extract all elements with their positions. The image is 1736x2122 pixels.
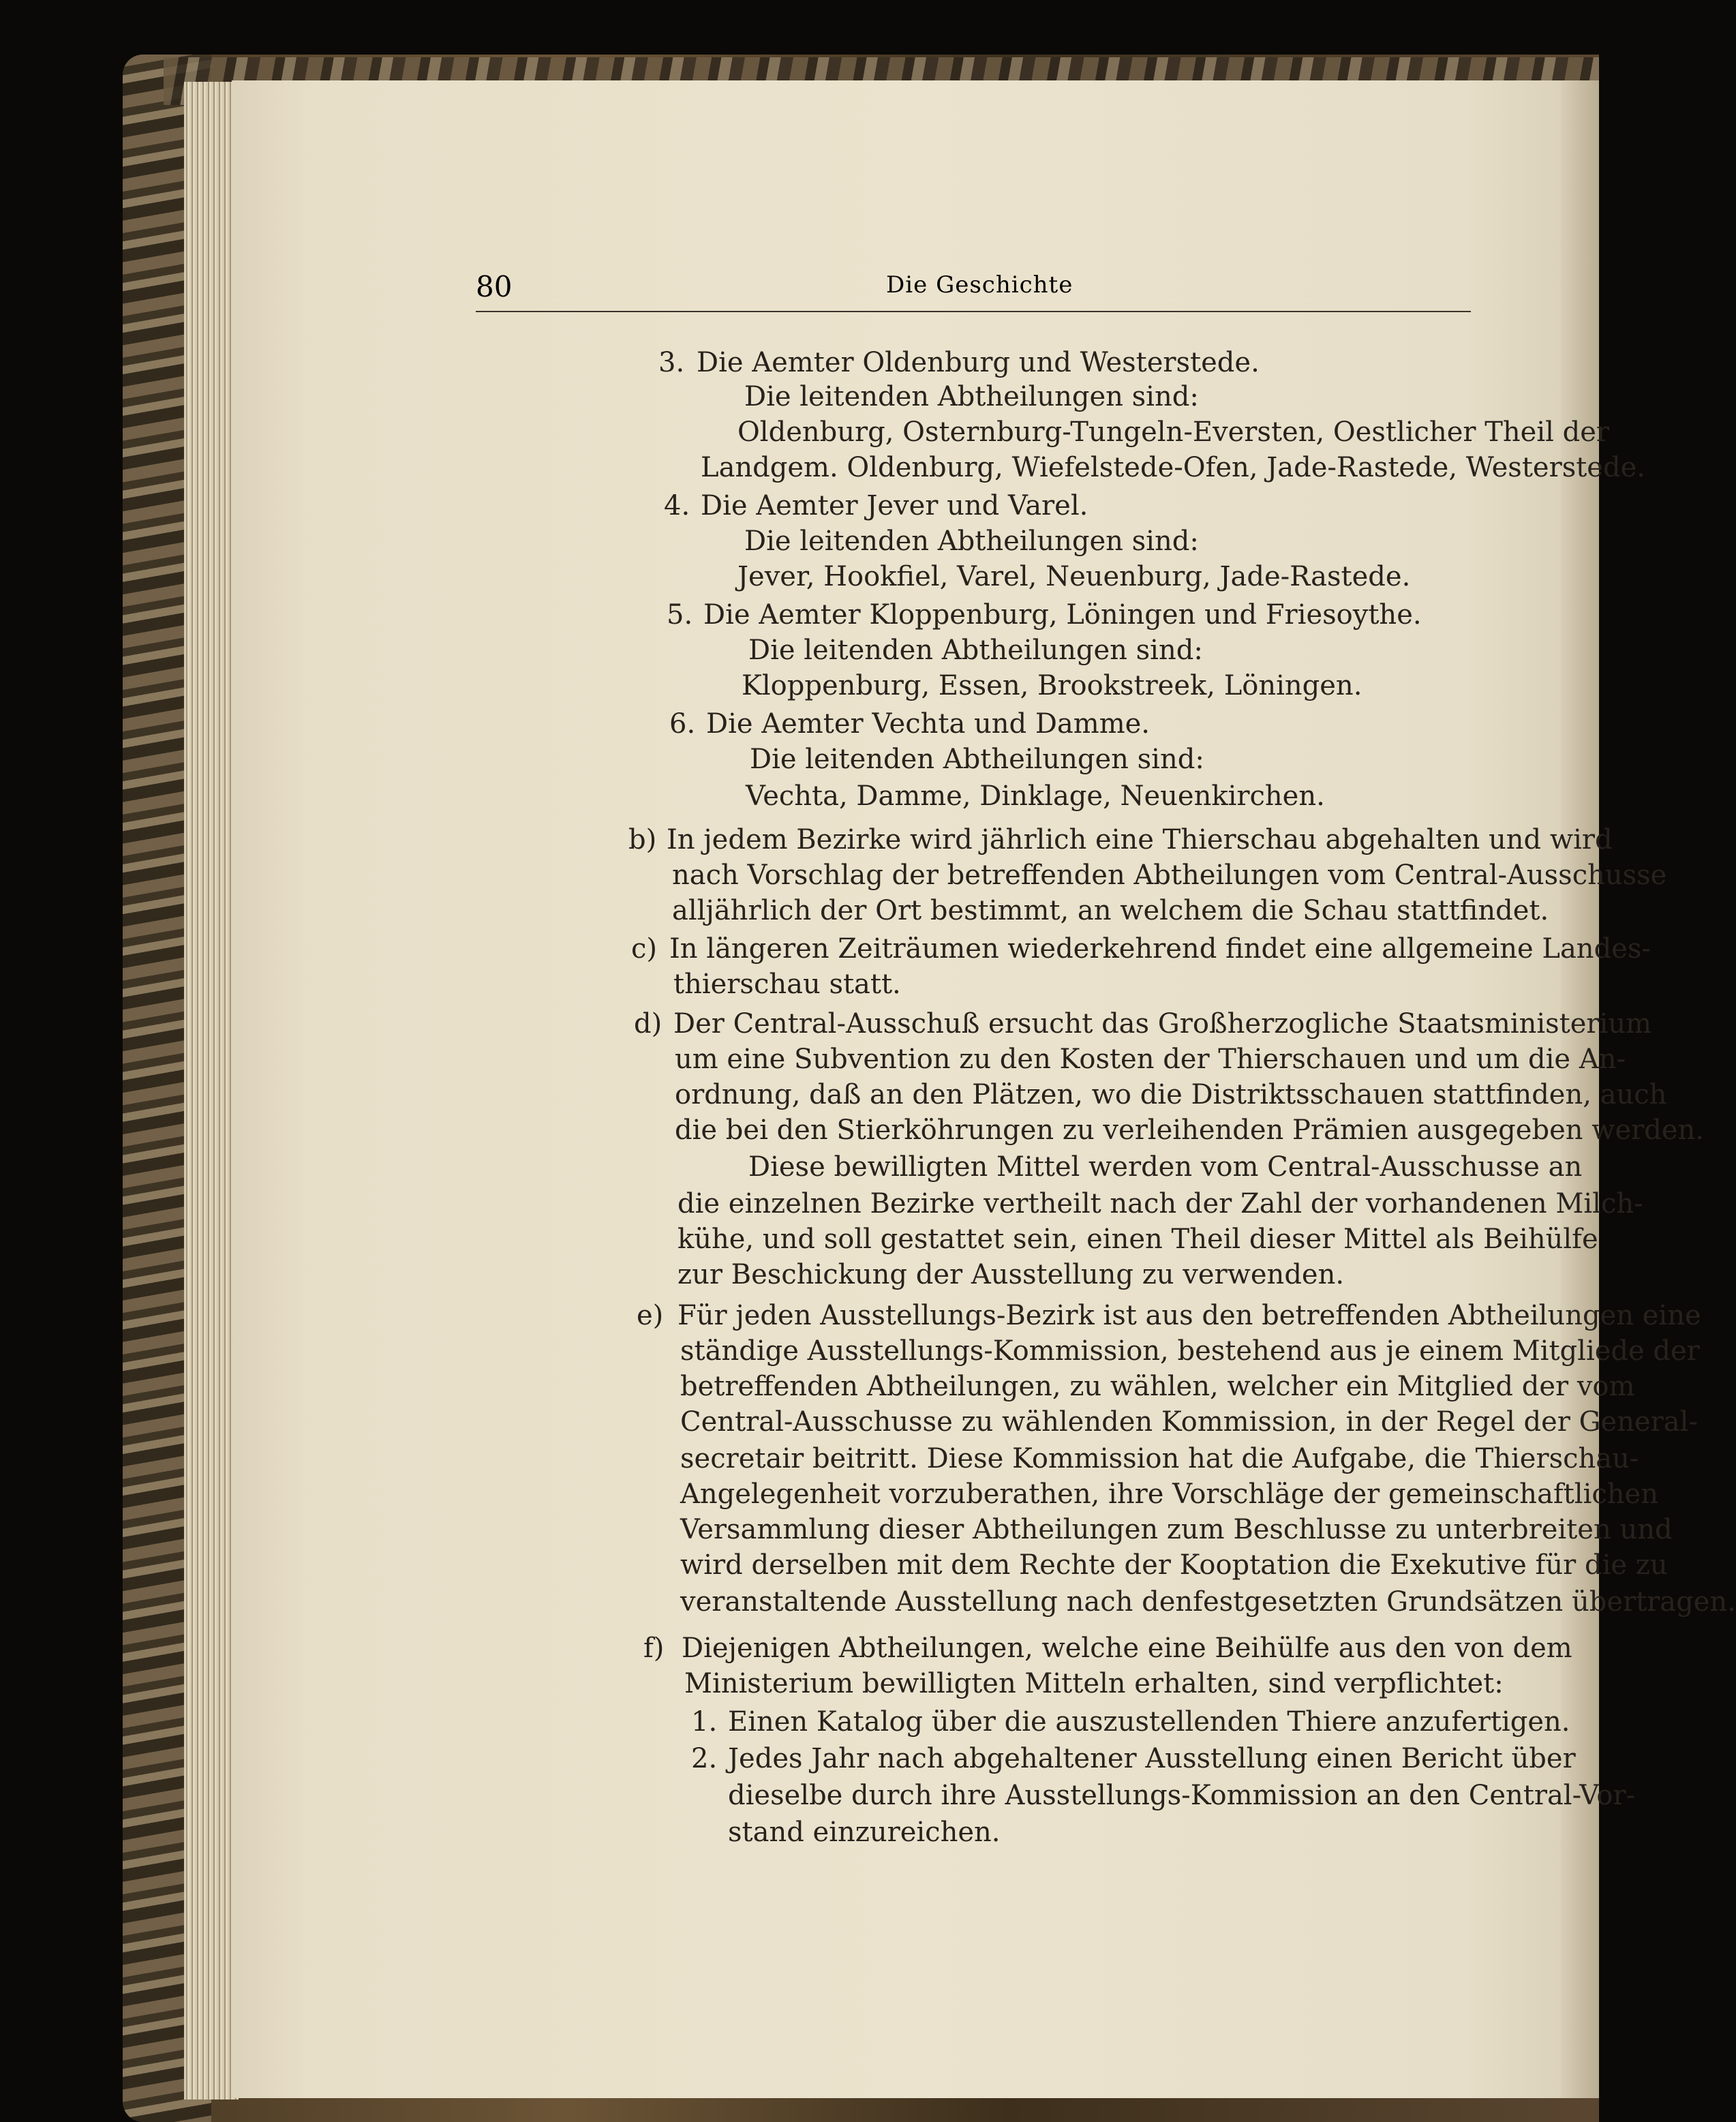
para-d-line-1: Der Central-Ausschuß ersucht das Großherzogliche Staatsministerium bbox=[673, 1008, 1652, 1040]
para-b-line-3: alljährlich der Ort bestimmt, an welchem die Schau stattfindet. bbox=[672, 895, 1549, 926]
para-c-line-1: In längeren Zeiträumen wiederkehrend findet eine allgemeine Landes- bbox=[669, 933, 1651, 965]
item-3-line-1: Oldenburg, Osternburg-Tungeln-Eversten, Oestlicher Theil der bbox=[737, 416, 1610, 448]
item-3-intro: Die leitenden Abtheilungen sind: bbox=[744, 381, 1199, 412]
item-4-title: Die Aemter Jever und Varel. bbox=[701, 490, 1088, 521]
para-e-line-9: veranstaltende Ausstellung nach denfestgesetzten Grundsätzen übertragen. bbox=[680, 1586, 1736, 1618]
item-5-title: Die Aemter Kloppenburg, Löningen und Friesoythe. bbox=[703, 599, 1422, 631]
para-d-line-7: kühe, und soll gestattet sein, einen Theil dieser Mittel als Beihülfe bbox=[677, 1224, 1598, 1255]
para-b-line-1: In jedem Bezirke wird jährlich eine Thierschau abgehalten und wird bbox=[667, 824, 1613, 855]
item-6-line-1: Vechta, Damme, Dinklage, Neuenkirchen. bbox=[746, 780, 1325, 812]
para-b-label: b) bbox=[628, 824, 657, 855]
para-b-line-2: nach Vorschlag der betreffenden Abtheilungen vom Central-Ausschusse bbox=[672, 860, 1667, 891]
para-f-line-2: Ministerium bewilligten Mitteln erhalten, sind verpflichtet: bbox=[684, 1668, 1504, 1699]
para-d-line-4: die bei den Stierköhrungen zu verleihenden Prämien ausgegeben werden. bbox=[675, 1115, 1704, 1146]
item-5-intro: Die leitenden Abtheilungen sind: bbox=[748, 635, 1203, 666]
item-3-line-2: Landgem. Oldenburg, Wiefelstede-Ofen, Jade-Rastede, Westerstede. bbox=[701, 452, 1645, 483]
para-f-sub-1-label: 1. bbox=[691, 1706, 718, 1738]
item-4-intro: Die leitenden Abtheilungen sind: bbox=[744, 526, 1199, 557]
item-4-line-1: Jever, Hookfiel, Varel, Neuenburg, Jade-Rastede. bbox=[737, 561, 1411, 592]
item-6-title: Die Aemter Vechta und Damme. bbox=[706, 708, 1151, 740]
para-e-line-7: Versammlung dieser Abtheilungen zum Beschlusse zu unterbreiten und bbox=[680, 1514, 1673, 1545]
para-d-line-2: um eine Subvention zu den Kosten der Thierschauen und um die An- bbox=[675, 1044, 1626, 1075]
para-e-line-1: Für jeden Ausstellungs-Bezirk ist aus den betreffenden Abtheilungen eine bbox=[677, 1300, 1701, 1331]
para-f-label: f) bbox=[643, 1633, 665, 1664]
running-title: Die Geschichte bbox=[886, 271, 1073, 299]
item-5-line-1: Kloppenburg, Essen, Brookstreek, Löningen. bbox=[742, 670, 1362, 701]
item-3-title: Die Aemter Oldenburg und Westerstede. bbox=[697, 347, 1260, 378]
item-4-label: 4. bbox=[664, 490, 690, 521]
para-f-sub-2-line-2: dieselbe durch ihre Ausstellungs-Kommission an den Central-Vor- bbox=[728, 1780, 1636, 1811]
para-e-line-6: Angelegenheit vorzuberathen, ihre Vorschläge der gemeinschaftlichen bbox=[680, 1479, 1658, 1510]
para-e-line-8: wird derselben mit dem Rechte der Kooptation die Exekutive für die zu bbox=[680, 1549, 1668, 1581]
para-f-sub-2-line-3: stand einzureichen. bbox=[728, 1817, 1001, 1848]
item-3-label: 3. bbox=[658, 347, 685, 378]
para-d-label: d) bbox=[634, 1008, 663, 1040]
para-f-line-1: Diejenigen Abtheilungen, welche eine Beihülfe aus den von dem bbox=[682, 1633, 1572, 1664]
para-f-sub-2-line-1: Jedes Jahr nach abgehaltener Ausstellung einen Bericht über bbox=[728, 1743, 1576, 1774]
para-f-sub-2-label: 2. bbox=[691, 1743, 718, 1774]
para-e-label: e) bbox=[637, 1300, 664, 1331]
para-e-line-5: secretair beitritt. Diese Kommission hat die Aufgabe, die Thierschau- bbox=[680, 1443, 1639, 1474]
para-c-line-2: thierschau statt. bbox=[673, 969, 901, 1000]
para-e-line-2: ständige Ausstellungs-Kommission, bestehend aus je einem Mitgliede der bbox=[680, 1335, 1700, 1367]
item-5-label: 5. bbox=[667, 599, 693, 631]
para-f-sub-1: Einen Katalog über die auszustellenden Thiere anzufertigen. bbox=[728, 1706, 1570, 1738]
para-e-line-3: betreffenden Abtheilungen, zu wählen, welcher ein Mitglied der vom bbox=[680, 1371, 1635, 1402]
para-d-line-8: zur Beschickung der Ausstellung zu verwenden. bbox=[677, 1259, 1345, 1290]
para-d-line-6: die einzelnen Bezirke vertheilt nach der Zahl der vorhandenen Milch- bbox=[677, 1188, 1643, 1219]
item-6-intro: Die leitenden Abtheilungen sind: bbox=[750, 744, 1204, 775]
para-c-label: c) bbox=[631, 933, 658, 965]
item-6-label: 6. bbox=[669, 708, 696, 740]
page-number: 80 bbox=[476, 270, 513, 303]
para-d-line-3: ordnung, daß an den Plätzen, wo die Distriktsschauen stattfinden, auch bbox=[675, 1079, 1667, 1110]
para-e-line-4: Central-Ausschusse zu wählenden Kommission, in der Regel der General- bbox=[680, 1406, 1698, 1438]
para-d-line-5: Diese bewilligten Mittel werden vom Central-Ausschusse an bbox=[748, 1151, 1583, 1183]
